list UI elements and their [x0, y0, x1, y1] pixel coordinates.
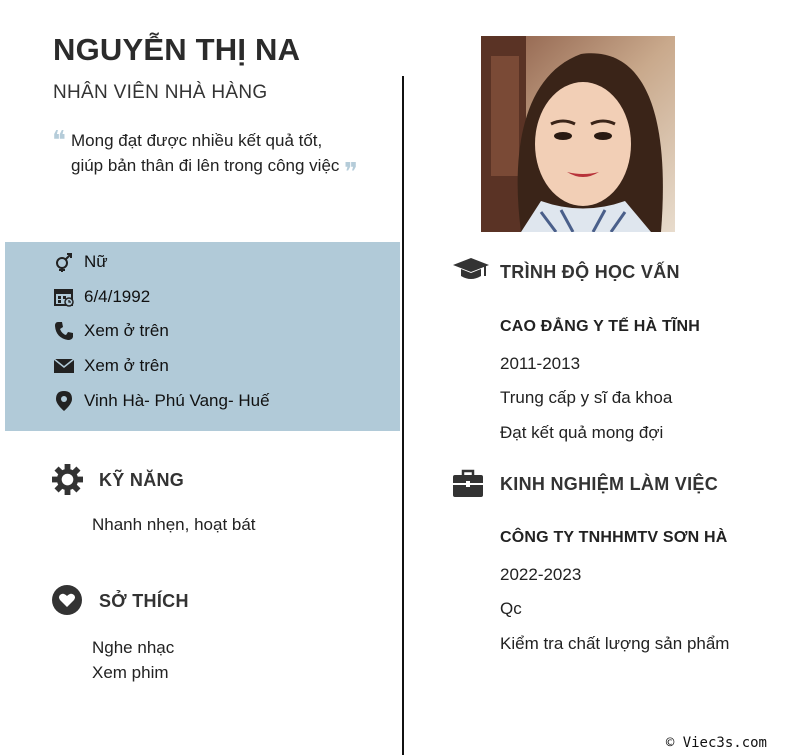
contact-gender — [53, 251, 108, 273]
map-pin-icon — [53, 390, 75, 412]
briefcase-icon — [453, 469, 483, 502]
education-result: Đạt kết quả mong đợi — [500, 423, 664, 442]
education-period: 2011-2013 — [500, 354, 581, 373]
quote-line-1: Mong đạt được nhiều kết quả tốt, — [71, 131, 323, 150]
contact-phone — [53, 320, 169, 342]
experience-company: CÔNG TY TNHHMTV SƠN HÀ — [500, 529, 728, 546]
skills-title: KỸ NĂNG — [99, 470, 185, 490]
experience-position: Qc — [500, 599, 522, 618]
education-title: TRÌNH ĐỘ HỌC VẤN — [500, 262, 680, 282]
gender-icon — [53, 251, 75, 273]
contact-email — [53, 355, 169, 377]
profile-photo — [481, 36, 675, 232]
contact-address-text: Vinh Hà- Phú Vang- Huế — [84, 391, 270, 410]
contact-phone-text: Xem ở trên — [84, 321, 169, 340]
cv-name: NGUYỄN THỊ NA — [53, 32, 301, 67]
hobbies-title: SỞ THÍCH — [99, 591, 189, 611]
graduation-cap-icon — [453, 258, 489, 287]
hobby-item: Nghe nhạc — [92, 638, 175, 657]
contact-address — [53, 390, 270, 412]
gear-icon — [52, 464, 83, 500]
experience-description: Kiểm tra chất lượng sản phẩm — [500, 634, 730, 653]
contact-birthday-text: 6/4/1992 — [84, 287, 151, 306]
contact-gender-text: Nữ — [84, 252, 108, 271]
education-major: Trung cấp y sĩ đa khoa — [500, 388, 673, 407]
skill-item: Nhanh nhẹn, hoạt bát — [92, 515, 256, 534]
close-quote-icon: ❞ — [344, 158, 358, 188]
calendar-icon — [53, 286, 75, 308]
contact-birthday — [53, 286, 150, 308]
contact-email-text: Xem ở trên — [84, 356, 169, 375]
heart-icon — [52, 585, 82, 620]
contact-info-box — [5, 242, 400, 431]
hobby-item: Xem phim — [92, 663, 169, 682]
quote-line-2: giúp bản thân đi lên trong công việc — [71, 156, 340, 175]
phone-icon — [53, 320, 75, 342]
envelope-icon — [53, 355, 75, 377]
experience-period: 2022-2023 — [500, 565, 582, 584]
cv-job-title: NHÂN VIÊN NHÀ HÀNG — [53, 82, 268, 103]
experience-title: KINH NGHIỆM LÀM VIỆC — [500, 474, 719, 494]
column-divider — [402, 76, 404, 755]
education-school: CAO ĐẲNG Y TẾ HÀ TĨNH — [500, 318, 701, 335]
copyright-footer: © Viec3s.com — [665, 735, 767, 751]
open-quote-icon: ❝ — [52, 126, 66, 156]
